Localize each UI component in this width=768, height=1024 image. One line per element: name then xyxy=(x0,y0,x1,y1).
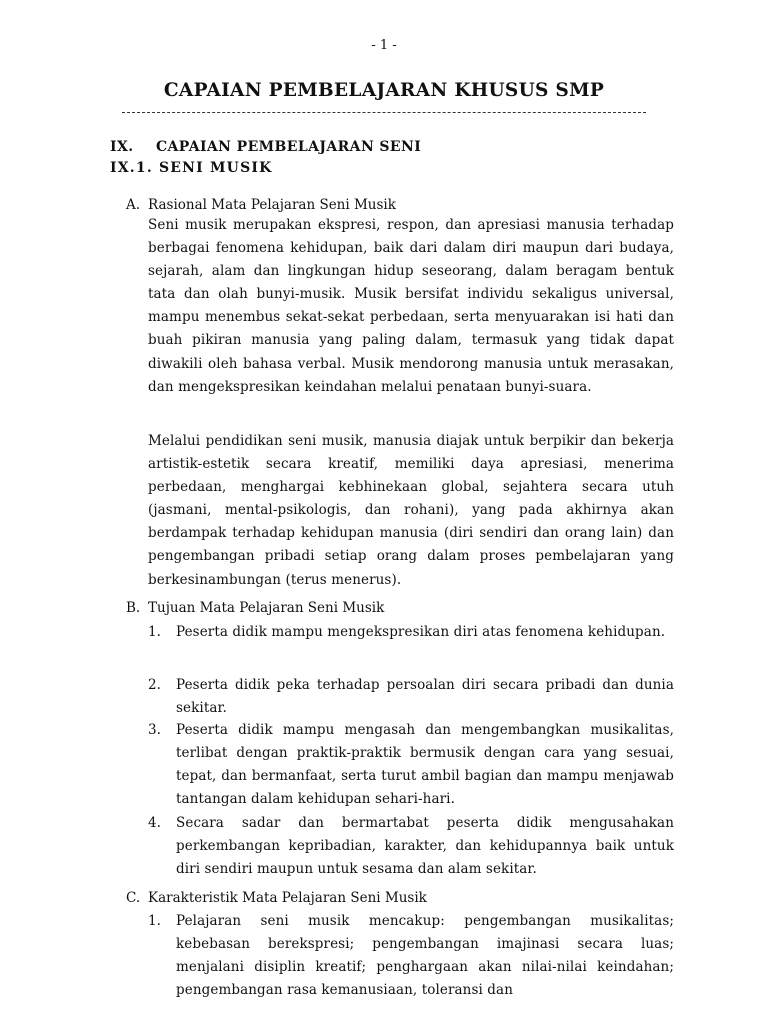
list-marker: 1. xyxy=(148,913,161,929)
part-a-heading xyxy=(126,197,396,213)
list-marker: 1. xyxy=(148,624,161,640)
section-number: IX. xyxy=(110,139,134,155)
list-item-text: Peserta didik mampu mengekspresikan diri atas fenomena kehidupan. xyxy=(176,624,666,640)
subsection-heading: IX.1. SENI MUSIK xyxy=(110,160,273,176)
list-item-text: Secara sadar dan bermartabat peserta didik mengusahakan perkembangan kepribadian, karakter, dan kehidupannya baik untuk diri sendiri maupun untuk sesama dan alam sekitar. xyxy=(176,815,674,878)
part-b-title: Tujuan Mata Pelajaran Seni Musik xyxy=(148,600,385,616)
part-b-item-3 xyxy=(148,719,674,811)
part-a-paragraph-1: Seni musik merupakan ekspresi, respon, dan apresiasi manusia terhadap berbagai fenomena kehidupan, baik dari dalam diri maupun dari budaya, sejarah, alam dan lingkungan hidup seseorang, dalam beragam bentuk tata dan olah bunyi-musik. Musik bersifat individu sekaligus universal, mampu menembus sekat-sekat perbedaan, serta menyuarakan isi hati dan buah pikiran manusia yang paling dalam, termasuk yang tidak dapat diwakili oleh bahasa verbal. Musik mendorong manusia untuk merasakan, dan mengekspresikan keindahan melalui penataan bunyi-suara. xyxy=(148,217,674,395)
part-b-item-2 xyxy=(148,674,674,720)
section-title: CAPAIAN PEMBELAJARAN SENI xyxy=(156,139,422,155)
part-a-paragraph-2: Melalui pendidikan seni musik, manusia diajak untuk berpikir dan bekerja artistik-estetik secara kreatif, memiliki daya apresiasi, menerima perbedaan, menghargai kebhinekaan global, sejahtera secara utuh (jasmani, mental-psikologis, dan rohani), yang pada akhirnya akan berdampak terhadap kehidupan manusia (diri sendiri dan orang lain) dan pengembangan pribadi setiap orang dalam proses pembelajaran yang berkesinambungan (terus menerus). xyxy=(148,433,674,588)
part-b-heading xyxy=(126,600,384,616)
part-b-letter: B. xyxy=(126,600,141,616)
document-title: CAPAIAN PEMBELAJARAN KHUSUS SMP xyxy=(163,80,605,101)
list-marker: 3. xyxy=(148,722,161,738)
part-c-title: Karakteristik Mata Pelajaran Seni Musik xyxy=(148,890,427,906)
list-marker: 2. xyxy=(148,677,161,693)
part-b-item-4 xyxy=(148,812,674,881)
list-item-text: Peserta didik mampu mengasah dan mengembangkan musikalitas, terlibat dengan praktik-praktik bermusik dengan cara yang sesuai, tepat, dan bermanfaat, serta turut ambil bagian dan mampu menjawab tantangan dalam kehidupan sehari-hari. xyxy=(176,722,674,808)
list-item-text: Pelajaran seni musik mencakup: pengembangan musikalitas; kebebasan berekspresi; pengembangan imajinasi secara luas; menjalani disiplin kreatif; penghargaan akan nilai-nilai keindahan; pengembangan rasa kemanusiaan, toleransi dan xyxy=(176,913,674,999)
part-c-letter: C. xyxy=(126,890,141,906)
part-a-letter: A. xyxy=(126,197,141,213)
title-divider xyxy=(122,112,646,113)
part-c-heading xyxy=(126,890,427,906)
list-item-text: Peserta didik peka terhadap persoalan diri secara pribadi dan dunia sekitar. xyxy=(176,677,674,717)
part-b-item-1 xyxy=(148,621,674,644)
list-marker: 4. xyxy=(148,815,161,831)
page-number: - 1 - xyxy=(371,38,397,53)
section-heading xyxy=(110,139,421,155)
part-c-item-1 xyxy=(148,910,674,1002)
part-a-title: Rasional Mata Pelajaran Seni Musik xyxy=(148,197,396,213)
